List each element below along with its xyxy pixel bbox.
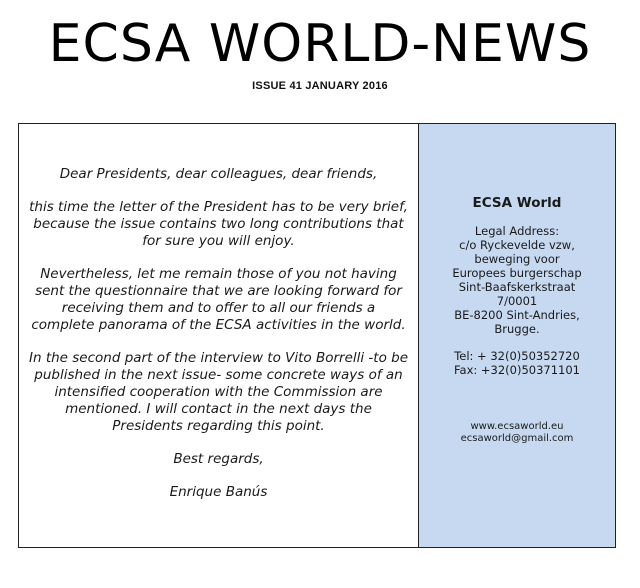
address-line: beweging voor bbox=[474, 252, 560, 266]
address-line: 7/0001 bbox=[496, 294, 538, 308]
address-line: Sint-Baafskerkstraat bbox=[458, 280, 576, 294]
letter-signature: Enrique Banús bbox=[169, 484, 268, 500]
phone-number: Tel: + 32(0)50352720 bbox=[454, 349, 580, 363]
newsletter-title: ECSA WORLD-NEWS bbox=[48, 14, 592, 74]
contact-sidebar bbox=[419, 124, 615, 547]
address-line: BE-8200 Sint-Andries, bbox=[454, 308, 580, 322]
address-line: Brugge. bbox=[494, 322, 540, 336]
issue-line: ISSUE 41 JANUARY 2016 bbox=[252, 80, 388, 92]
content-frame bbox=[18, 123, 616, 548]
letter-paragraph-2: Nevertheless, let me remain those of you not having sent the questionnaire that we are looking forward for receiving them and to offer to all our friends a complete panorama of the ECSA activities in the world. bbox=[31, 266, 406, 333]
fax-number: Fax: +32(0)50371101 bbox=[453, 363, 581, 377]
letter-closing: Best regards, bbox=[173, 451, 264, 467]
president-letter bbox=[19, 124, 419, 547]
address-label: Legal Address: bbox=[474, 224, 560, 238]
address-line: Europees burgerschap bbox=[452, 266, 582, 280]
letter-paragraph-1: this time the letter of the President has to be very brief, because the issue contains two long contributions that for sure you will enjoy. bbox=[29, 199, 408, 249]
letter-salutation: Dear Presidents, dear colleagues, dear friends, bbox=[59, 166, 378, 182]
email-link[interactable]: ecsaworld@gmail.com bbox=[460, 433, 574, 444]
sidebar-title: ECSA World bbox=[472, 195, 562, 211]
letter-paragraph-3: In the second part of the interview to Vito Borrelli -to be published in the next issue- some concrete ways of an intensified cooperation with the Commission are mentioned. I will contact in the next days the Presidents regarding this point. bbox=[29, 350, 409, 434]
website-link[interactable]: www.ecsaworld.eu bbox=[470, 421, 564, 432]
address-line: c/o Ryckevelde vzw, bbox=[459, 238, 575, 252]
